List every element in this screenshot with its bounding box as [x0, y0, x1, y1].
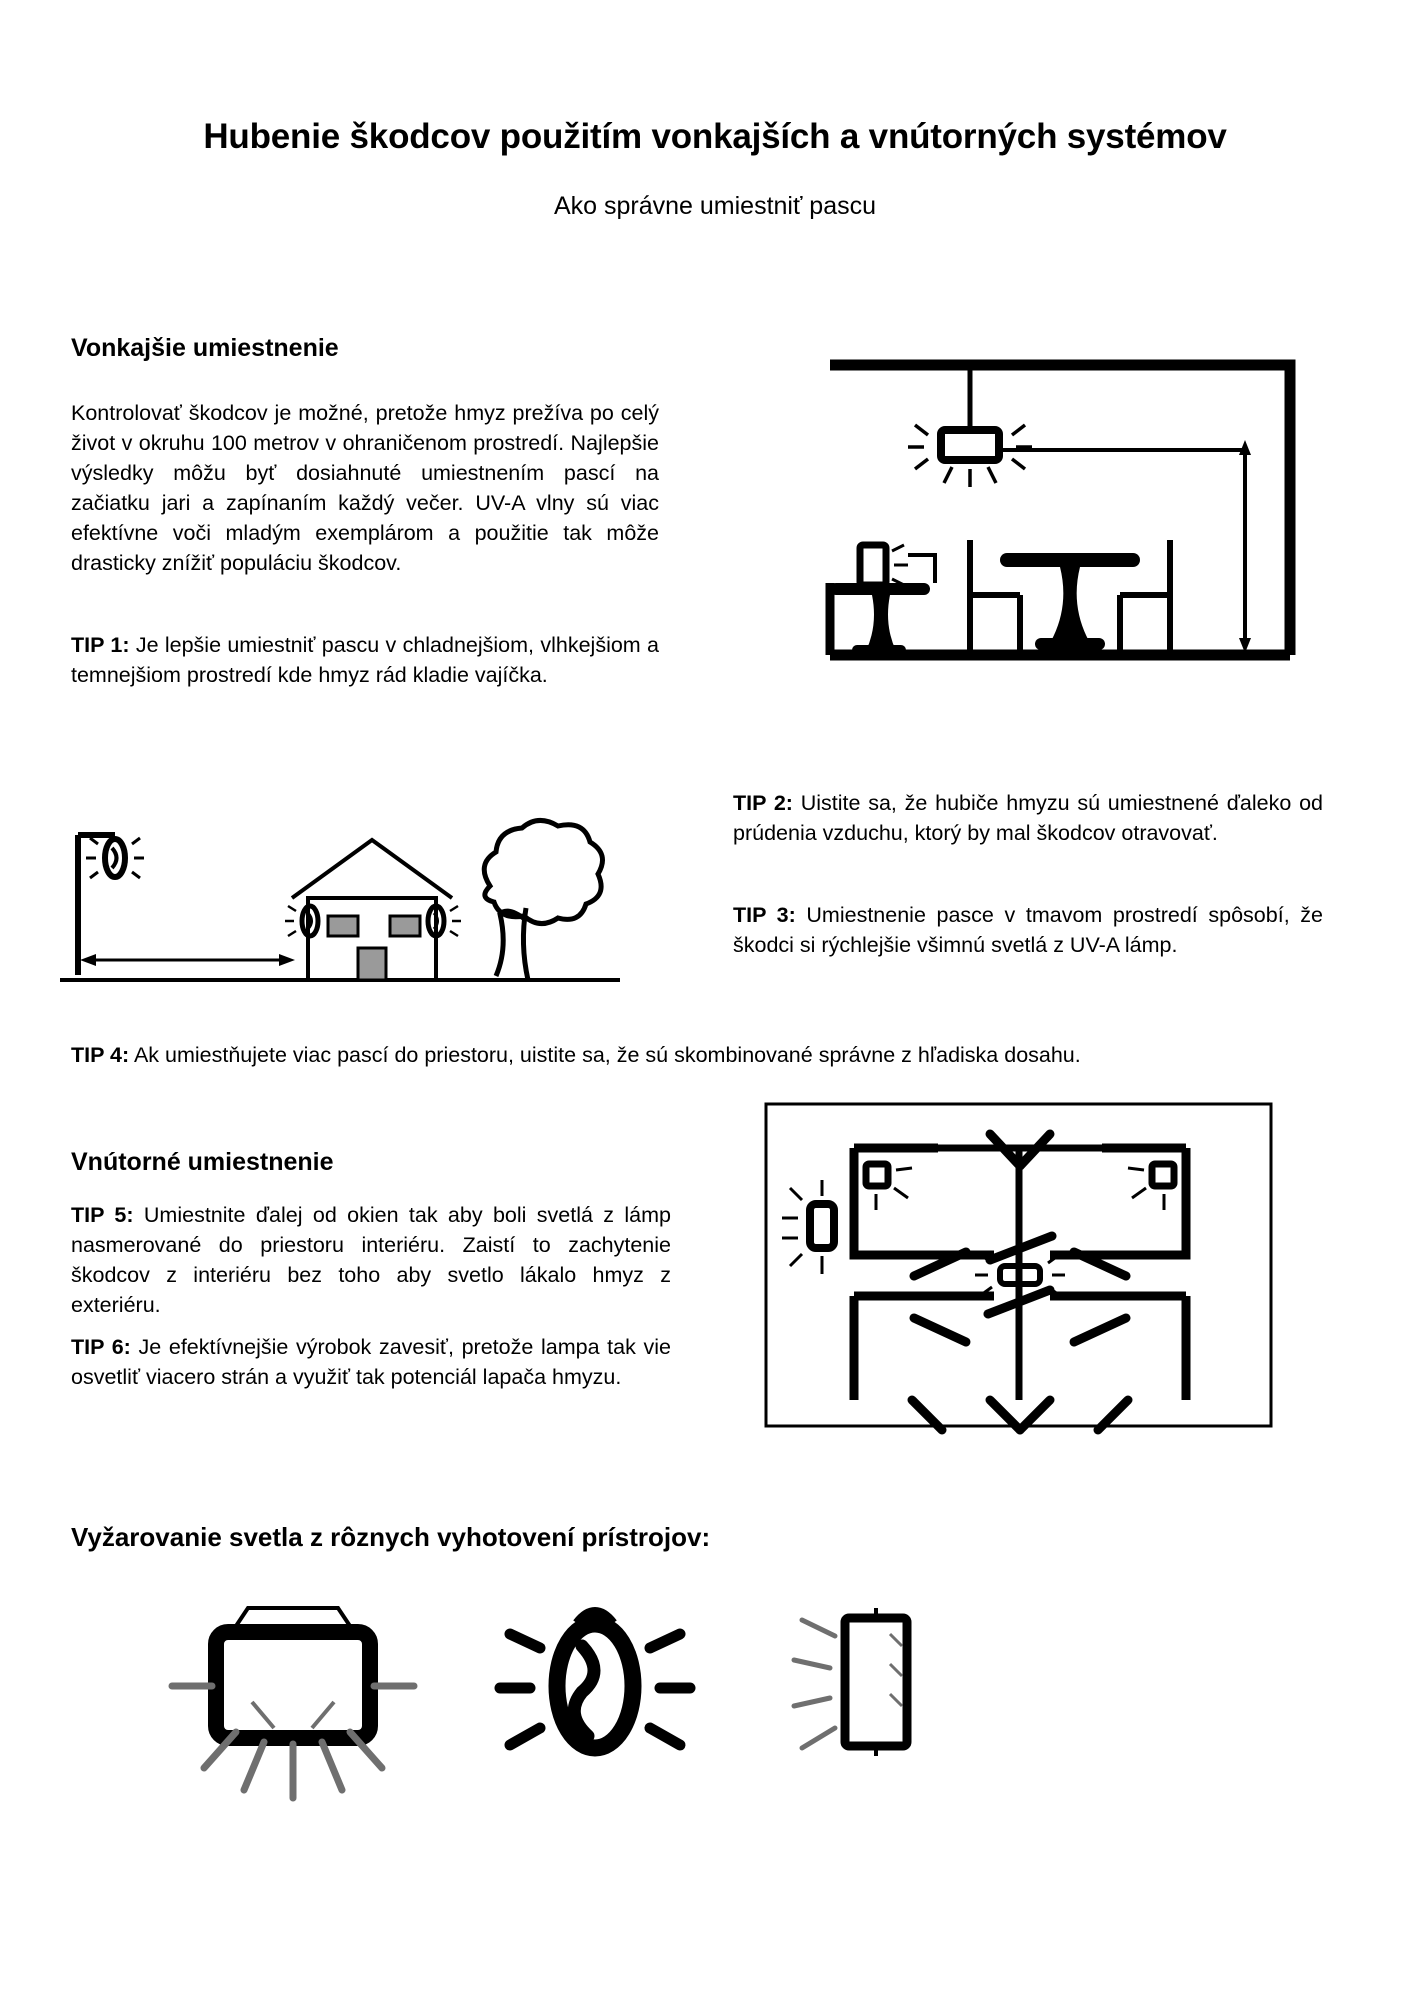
- tip-4-paragraph: [71, 1040, 1326, 1070]
- tip-5-paragraph: [71, 1200, 671, 1320]
- box-lamp-emission-icon: [172, 1608, 414, 1798]
- ceiling-and-right-wall: [830, 365, 1290, 655]
- light-emission-icons-row: [190, 1590, 1040, 1820]
- wall-uv-lamp-left-icon: [285, 906, 318, 936]
- tip-1-label: TIP 1:: [71, 633, 130, 657]
- page-title: Hubenie škodcov použitím vonkajších a vnútorných systémov: [203, 117, 1227, 156]
- tip-6-paragraph: [71, 1332, 671, 1392]
- bulb-lamp-emission-icon: [500, 1613, 690, 1748]
- pole-mounted-uv-lamp-icon: [78, 835, 144, 975]
- tip-6-text: Je efektívnejšie výrobok zavesiť, pretože lampa tak vie osvetliť viacero strán a využiť tak potenciál lapača hmyzu.: [71, 1335, 671, 1389]
- outdoor-intro-paragraph: Kontrolovať škodcov je možné, pretože hmyz prežíva po celý život v okruhu 100 metrov v ohraničenom prostredí. Najlepšie výsledky môžu byť dosiahnuté umiestnením pascí na začiatku jari a zapínaním každý večer. UV-A vlny sú viac efektívne voči mladým exemplárom a použitie tak môže drasticky znížiť populáciu škodcov.: [71, 401, 659, 575]
- tip-5-text: Umiestnite ďalej od okien tak aby boli svetlá z lámp nasmerované do priestoru interiéru. Zaistí to zachytenie škodcov z interiéru bez toho aby svetlo lákalo hmyz z exteriéru.: [71, 1203, 672, 1317]
- height-dimension-arrow: [1000, 440, 1251, 653]
- wall-uv-lamp-top-left-icon: [866, 1164, 912, 1210]
- page-subtitle: Ako správne umiestniť pascu: [553, 192, 877, 220]
- section-heading-outdoor: Vonkajšie umiestnenie: [71, 334, 339, 362]
- interior-room-side-view-diagram: [820, 355, 1320, 735]
- tip-2-label: TIP 2:: [733, 791, 793, 815]
- tip-3-label: TIP 3:: [733, 903, 796, 927]
- tip-1-text: Je lepšie umiestniť pascu v chladnejšiom, vlhkejšiom a temnejšiom prostredí kde hmyz rád kladie vajíčka.: [71, 633, 659, 687]
- side-lamp-leader-line: [908, 555, 935, 583]
- tree-icon: [484, 820, 602, 980]
- wall-uv-lamp-right-icon: [428, 906, 461, 936]
- ceiling-uv-lamp-icon: [941, 430, 999, 460]
- window-uv-lamp-left-icon: [782, 1180, 834, 1274]
- tip-4-text: Ak umiestňujete viac pascí do priestoru, uistite sa, že sú skombinované správne z hľadiska dosahu.: [129, 1043, 1081, 1067]
- side-table-uv-lamp-icon: [860, 545, 908, 585]
- tip-6-label: TIP 6:: [71, 1335, 131, 1359]
- tip-4-label: TIP 4:: [71, 1043, 130, 1067]
- section-heading-indoor: Vnútorné umiestnenie: [71, 1148, 334, 1176]
- tip-3-text: Umiestnenie pasce v tmavom prostredí spôsobí, že škodci si rýchlejšie všimnú svetlá z UV-A lámp.: [733, 903, 1323, 957]
- section-heading-light-emission: Vyžarovanie svetla z rôznych vyhotovení prístrojov:: [71, 1522, 711, 1552]
- panel-lamp-emission-icon: [794, 1608, 907, 1756]
- tip-2-text: Uistite sa, že hubiče hmyzu sú umiestnené ďaleko od prúdenia vzduchu, ktorý by mal škodcov otravovať.: [733, 791, 1324, 845]
- tip-2-paragraph: [733, 788, 1323, 848]
- distance-arrow: [80, 954, 295, 966]
- tip-3-paragraph: [733, 900, 1323, 960]
- tip-5-label: TIP 5:: [71, 1203, 134, 1227]
- indoor-floorplan-diagram: [762, 1100, 1282, 1435]
- side-table-icon: [830, 583, 930, 656]
- outdoor-house-with-lamps-diagram: [60, 790, 700, 1005]
- tip-1-paragraph: [71, 630, 659, 690]
- wall-uv-lamp-top-right-icon: [1128, 1164, 1174, 1210]
